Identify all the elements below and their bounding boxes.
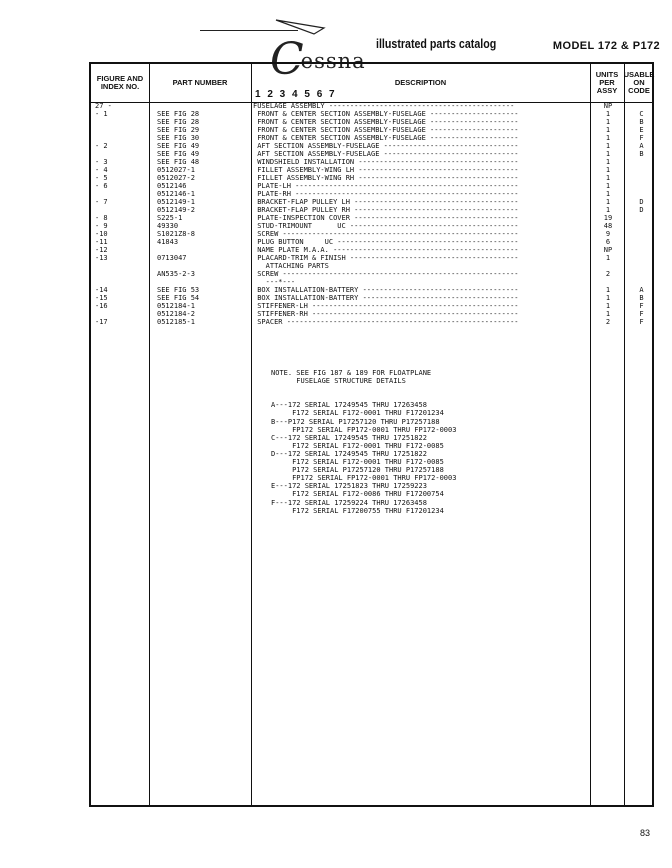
usable-code: F [639,318,644,326]
figure-index: - 3 [95,158,108,166]
units-per-assy: 1 [605,134,611,142]
description: WINDSHIELD INSTALLATION -------------------------------------- [253,158,519,166]
usable-code: D [639,206,644,214]
header-units: UNITS PER ASSY [595,70,619,95]
description: FRONT & CENTER SECTION ASSEMBLY-FUSELAGE --------------------- [253,134,519,142]
usable-code: A [639,142,644,150]
model-label: MODEL 172 & P172 [552,40,660,52]
part-number: SEE FIG 28 [157,118,200,126]
figure-index: - 4 [95,166,108,174]
units-per-assy: 19 [603,214,613,222]
table-row [91,134,652,142]
header-description: DESCRIPTION [394,78,447,87]
table-row [91,126,652,134]
figure-index: - 9 [95,222,108,230]
table-row [91,318,652,326]
table-row [91,182,652,190]
units-per-assy: 2 [605,318,611,326]
part-number: 0512027-2 [157,174,195,182]
note-line: FP172 SERIAL FP172-0001 THRU FP172-0003 [271,425,457,434]
note-line: F172 SERIAL F172-0001 THRU F17201234 [271,409,444,418]
note-line: C---172 SERIAL 17249545 THRU 17251822 [271,433,427,442]
figure-index: - 2 [95,142,108,150]
figure-index: -14 [95,286,108,294]
usable-code: E [639,126,644,134]
description: SPACER ------------------------------------------------------- [253,318,519,326]
units-per-assy: 1 [605,198,611,206]
part-number: 0512184-1 [157,302,195,310]
description: ---*--- [253,278,296,286]
description: STIFFENER-RH ------------------------------------------------- [253,310,519,318]
units-per-assy: 1 [605,310,611,318]
note-line: P172 SERIAL P17257120 THRU P17257188 [271,466,444,475]
note-line [271,393,456,401]
figure-index: -17 [95,318,108,326]
note-line: FP172 SERIAL FP172-0001 THRU FP172-0003 [271,474,457,483]
part-number: 0512185-1 [157,318,195,326]
units-per-assy: 6 [605,238,611,246]
table-row [91,310,652,318]
description: FRONT & CENTER SECTION ASSEMBLY-FUSELAGE --------------------- [253,126,519,134]
description: PLATE-INSPECTION COVER --------------------------------------- [253,214,519,222]
figure-index: -11 [95,238,108,246]
description: PLUG BUTTON UC ------------------------------------------- [253,238,519,246]
part-number: SEE FIG 54 [157,294,200,302]
table-row [91,198,652,206]
units-per-assy: 1 [605,150,611,158]
part-number: SEE FIG 29 [157,126,200,134]
serial-notes [271,369,456,515]
part-number: 0512027-1 [157,166,195,174]
figure-index: - 1 [95,110,108,118]
catalog-subtitle: illustrated parts catalog [376,36,497,51]
table-row [91,214,652,222]
header-usable-code: USABLE ON CODE [623,70,655,95]
note-line: F172 SERIAL F17200755 THRU F17201234 [271,506,444,515]
units-per-assy: 1 [605,110,611,118]
units-per-assy: 9 [605,230,611,238]
figure-index: -12 [95,246,108,254]
description: BOX INSTALLATION-BATTERY ------------------------------------- [253,294,519,302]
usable-code: C [639,110,644,118]
usable-code: D [639,198,644,206]
description: FRONT & CENTER SECTION ASSEMBLY-FUSELAGE --------------------- [253,118,519,126]
header-part-number: PART NUMBER [172,78,228,87]
indent-digits: 1 2 3 4 5 6 7 [255,89,337,100]
units-per-assy: 1 [605,126,611,134]
description: PLATE-RH ----------------------------------------------------- [253,190,519,198]
units-per-assy: NP [603,102,613,110]
units-per-assy: 1 [605,294,611,302]
figure-index: -13 [95,254,108,262]
part-number: S225-1 [157,214,183,222]
units-per-assy: 1 [605,182,611,190]
table-row [91,238,652,246]
page-number: 83 [640,828,651,838]
part-number: 41843 [157,238,179,246]
part-number: SEE FIG 49 [157,150,200,158]
logo-initial: C [270,34,305,85]
note-line: F172 SERIAL F172-0086 THRU F17200754 [271,490,444,499]
units-per-assy: 48 [603,222,613,230]
description: SCREW -------------------------------------------------------- [253,270,519,278]
description: STIFFENER-LH ------------------------------------------------- [253,302,519,310]
units-per-assy: 1 [605,206,611,214]
figure-index: - 6 [95,182,108,190]
table-row [91,222,652,230]
part-number: SEE FIG 28 [157,110,200,118]
part-number: SEE FIG 30 [157,134,200,142]
figure-index: - 7 [95,198,108,206]
note-line: FUSELAGE STRUCTURE DETAILS [271,377,406,386]
table-row [91,118,652,126]
description: AFT SECTION ASSEMBLY-FUSELAGE -------------------------------- [253,142,519,150]
description: FILLET ASSEMBLY-WING RH -------------------------------------- [253,174,519,182]
usable-code: F [639,302,644,310]
table-row [91,270,652,278]
units-per-assy: 1 [605,254,611,262]
description: FILLET ASSEMBLY-WING LH -------------------------------------- [253,166,519,174]
header-figure: FIGURE AND INDEX NO. [96,74,144,91]
figure-index: - 8 [95,214,108,222]
units-per-assy: NP [603,246,613,254]
units-per-assy: 1 [605,302,611,310]
table-row [91,150,652,158]
part-number: 0512149-1 [157,198,195,206]
description: STUD-TRIMOUNT UC ---------------------------------------- [253,222,519,230]
units-per-assy: 1 [605,166,611,174]
description: SCREW -------------------------------------------------------- [253,230,519,238]
note-line: D---172 SERIAL 17249545 THRU 17251822 [271,449,427,458]
table-row [91,110,652,118]
figure-index: -16 [95,302,108,310]
units-per-assy: 1 [605,158,611,166]
part-number: 0512146 [157,182,187,190]
description: FRONT & CENTER SECTION ASSEMBLY-FUSELAGE --------------------- [253,110,519,118]
table-row [91,158,652,166]
table-row [91,102,652,110]
usable-code: B [639,294,644,302]
units-per-assy: 2 [605,270,611,278]
units-per-assy: 1 [605,286,611,294]
part-number: 0713047 [157,254,187,262]
figure-index: 27 - [95,102,112,110]
note-line [271,385,456,393]
table-row [91,294,652,302]
note-line: F172 SERIAL F172-0001 THRU F172-0085 [271,441,444,450]
description: NAME PLATE M.A.A. -------------------------------------------- [253,246,519,254]
figure-index: -15 [95,294,108,302]
units-per-assy: 1 [605,142,611,150]
description: BRACKET-FLAP PULLEY LH --------------------------------------- [253,198,519,206]
description: PLACARD-TRIM & FINISH ---------------------------------------- [253,254,519,262]
figure-index: -10 [95,230,108,238]
note-line: B---P172 SERIAL P17257120 THRU P17257188 [271,417,440,426]
parts-table [89,62,654,807]
usable-code: A [639,286,644,294]
table-row [91,206,652,214]
part-number: AN535-2-3 [157,270,195,278]
part-number: SEE FIG 49 [157,142,200,150]
table-row [91,278,652,286]
table-row [91,254,652,262]
part-number: 0512149-2 [157,206,195,214]
part-number: 0512184-2 [157,310,195,318]
part-number: 49330 [157,222,179,230]
part-number: SEE FIG 53 [157,286,200,294]
table-row [91,302,652,310]
note-line: A---172 SERIAL 17249545 THRU 17263458 [271,401,427,410]
part-number: S1021Z8-8 [157,230,195,238]
note-line: F172 SERIAL F172-0001 THRU F172-0085 [271,458,444,467]
units-per-assy: 1 [605,190,611,198]
description: FUSELAGE ASSEMBLY -------------------------------------------- [253,102,515,110]
note-line: NOTE. SEE FIG 187 & 189 FOR FLOATPLANE [271,369,432,377]
usable-code: F [639,134,644,142]
description: AFT SECTION ASSEMBLY-FUSELAGE -------------------------------- [253,150,519,158]
note-line: E---172 SERIAL 17251823 THRU 17259223 [271,482,427,491]
description: BOX INSTALLATION-BATTERY ------------------------------------- [253,286,519,294]
description: BRACKET-FLAP PULLEY RH --------------------------------------- [253,206,519,214]
figure-index: - 5 [95,174,108,182]
part-number: 0512146-1 [157,190,195,198]
table-row [91,230,652,238]
table-row [91,190,652,198]
usable-code: F [639,310,644,318]
units-per-assy: 1 [605,174,611,182]
table-row [91,262,652,270]
table-row [91,142,652,150]
table-row [91,286,652,294]
note-line: F---172 SERIAL 17259224 THRU 17263458 [271,498,427,507]
units-per-assy: 1 [605,118,611,126]
part-number: SEE FIG 48 [157,158,200,166]
table-row [91,246,652,254]
logo-rest: essna [300,49,366,73]
usable-code: B [639,118,644,126]
usable-code: B [639,150,644,158]
table-row [91,166,652,174]
description: ATTACHING PARTS [253,262,329,270]
description: PLATE-LH ----------------------------------------------------- [253,182,519,190]
table-row [91,174,652,182]
